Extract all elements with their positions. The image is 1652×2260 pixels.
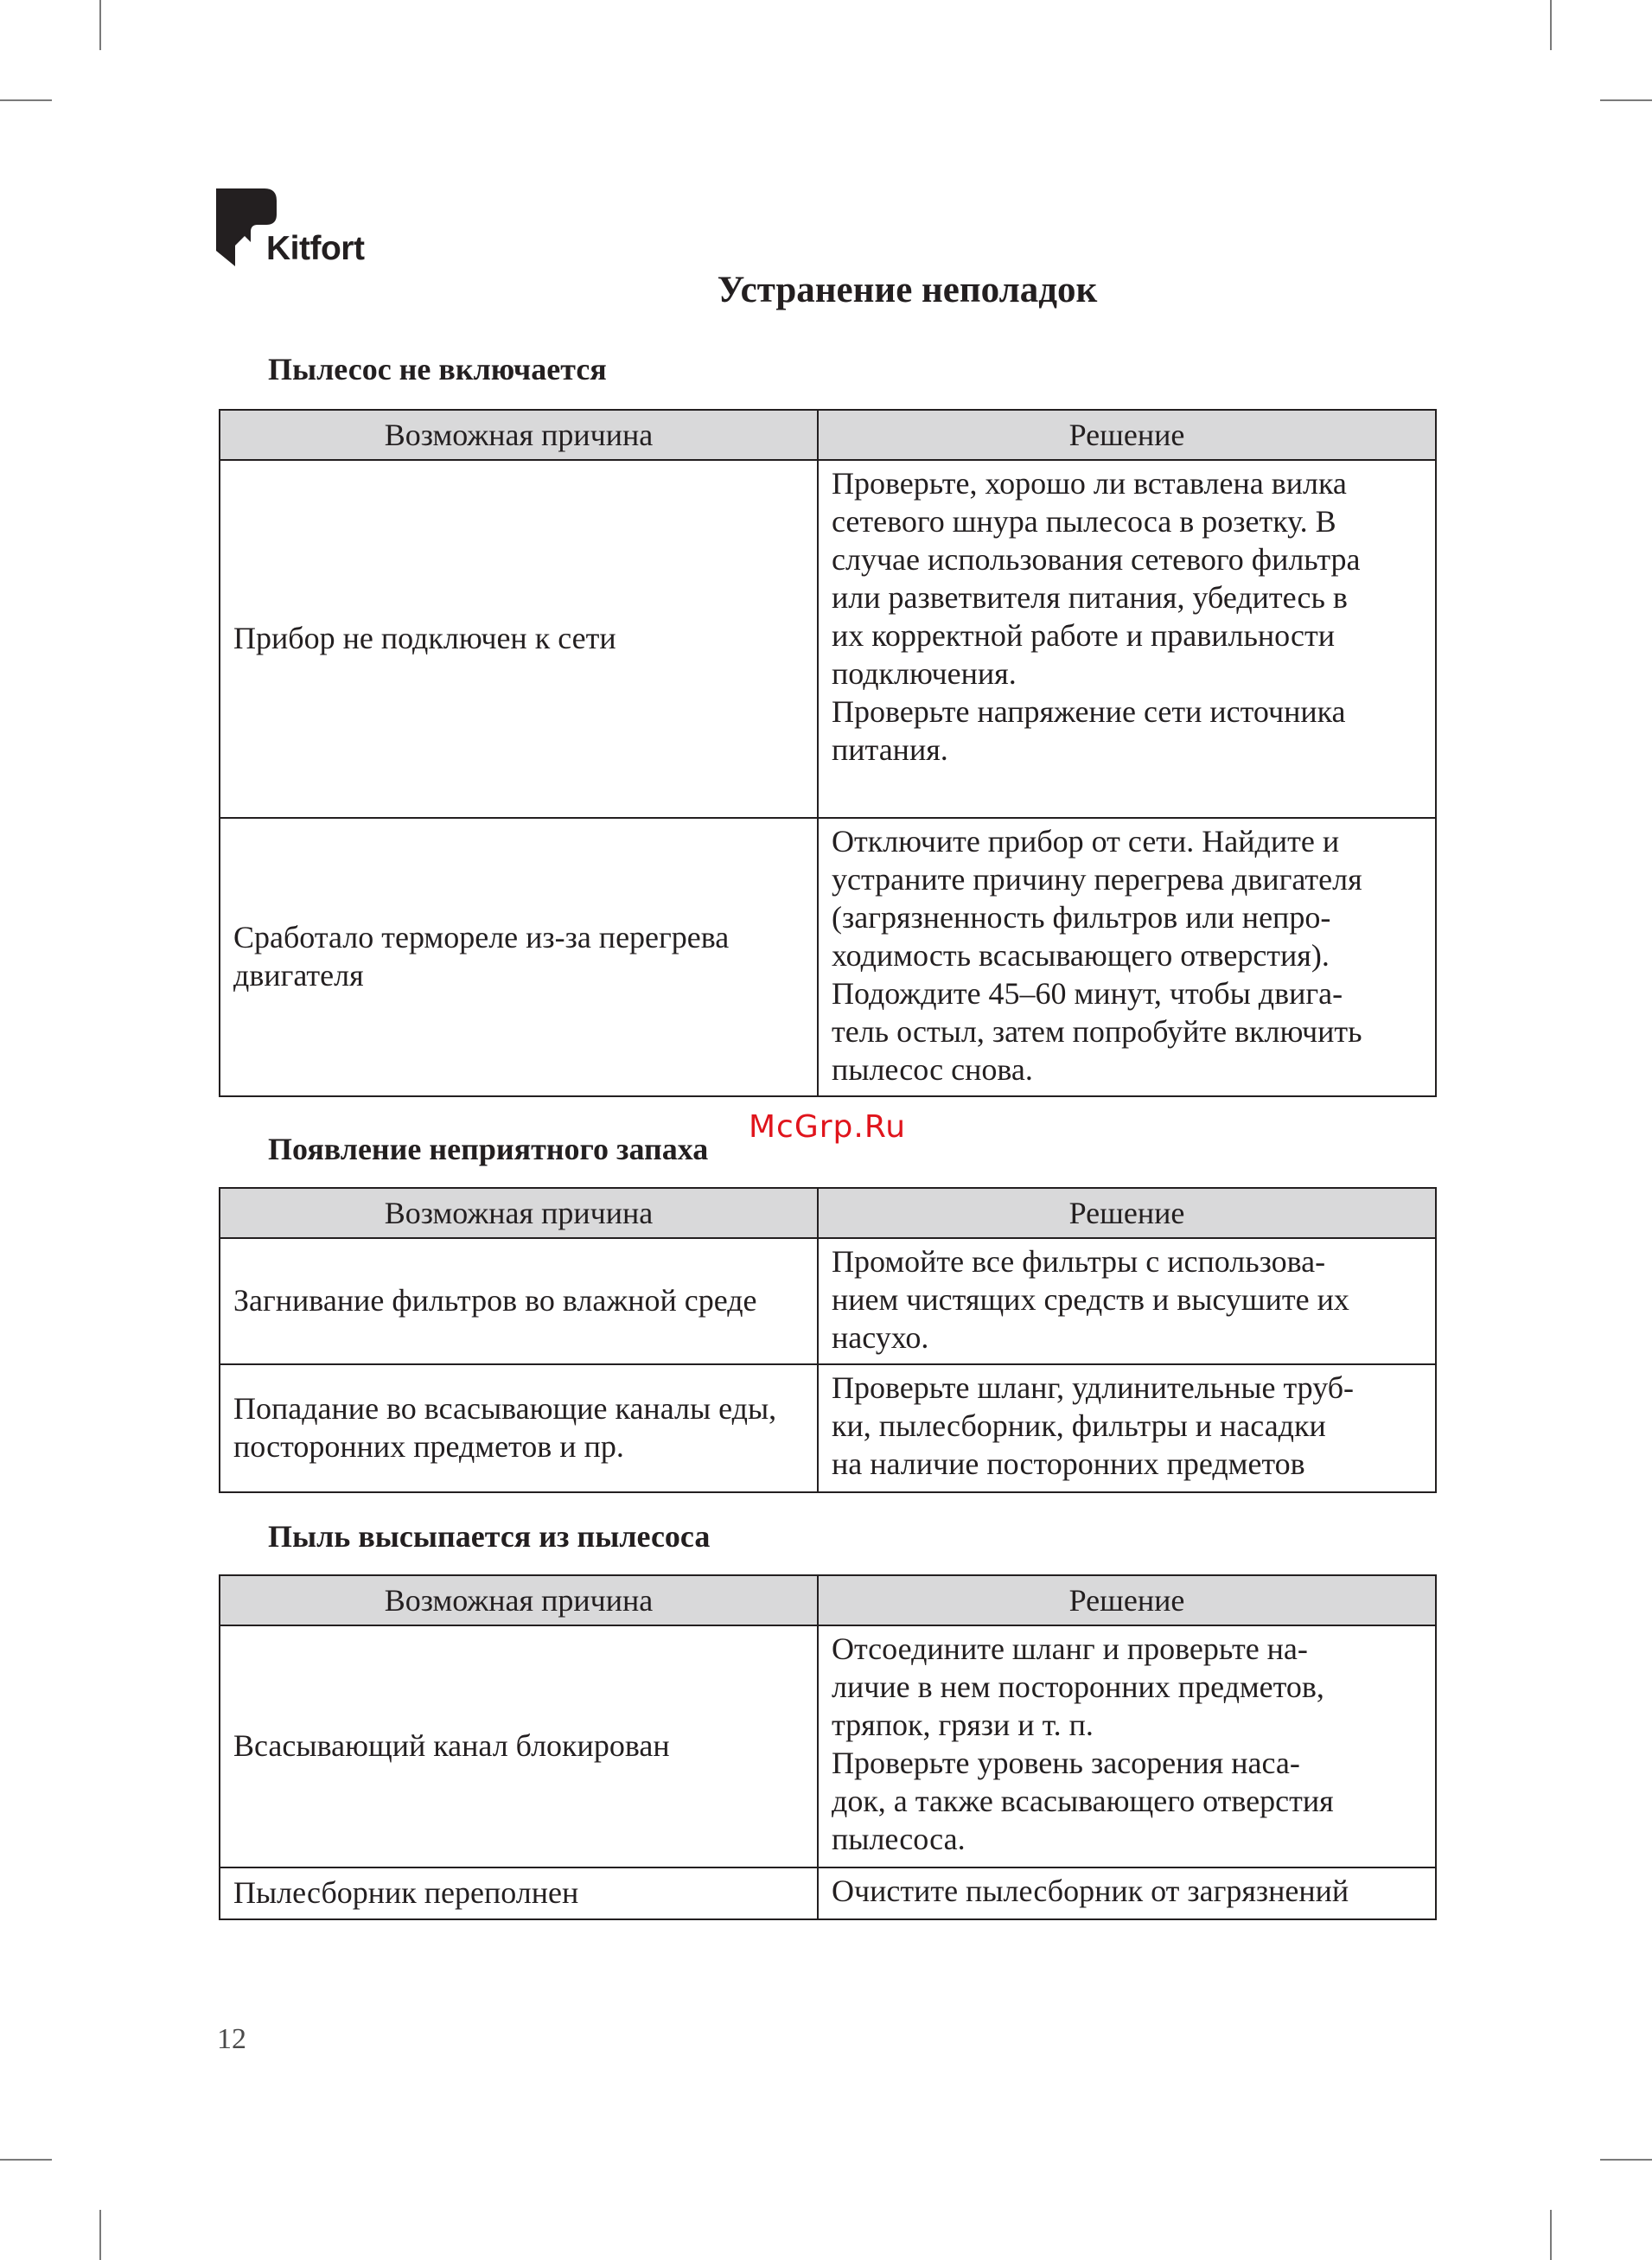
crop-mark xyxy=(0,99,52,101)
header-cause: Возможная причина xyxy=(220,410,818,460)
troubleshooting-table xyxy=(219,409,1437,1097)
table-row xyxy=(220,818,1436,1096)
header-solution: Решение xyxy=(818,410,1436,460)
header-solution: Решение xyxy=(818,1188,1436,1238)
crop-mark xyxy=(1550,2210,1552,2260)
solution-cell: Промойте все фильтры с использова- нием чистящих средств и высушите их насухо. xyxy=(818,1238,1436,1364)
watermark: McGrp.Ru xyxy=(749,1109,907,1145)
header-solution: Решение xyxy=(818,1575,1436,1625)
cause-cell: Всасывающий канал блокирован xyxy=(220,1625,818,1867)
table-header-row xyxy=(220,1188,1436,1238)
section-title: Пылесос не включается xyxy=(268,352,607,386)
table-header-row xyxy=(220,410,1436,460)
crop-mark xyxy=(1600,99,1652,101)
crop-mark xyxy=(99,2210,101,2260)
section-title: Пыль высыпается из пылесоса xyxy=(268,1519,711,1554)
header-cause: Возможная причина xyxy=(220,1188,818,1238)
troubleshooting-table xyxy=(219,1574,1437,1920)
cause-cell: Прибор не подключен к сети xyxy=(220,460,818,818)
table-row xyxy=(220,1364,1436,1492)
table-header-row xyxy=(220,1575,1436,1625)
page-title: Устранение неполадок xyxy=(717,270,1098,310)
crop-mark xyxy=(99,0,101,50)
cause-cell: Сработало термореле из-за перегрева двигателя xyxy=(220,818,818,1096)
crop-mark xyxy=(0,2159,52,2161)
brand-name: Kitfort xyxy=(266,230,365,267)
cause-cell: Пылесборник переполнен xyxy=(220,1867,818,1919)
header-cause: Возможная причина xyxy=(220,1575,818,1625)
table-row xyxy=(220,1867,1436,1919)
table-row xyxy=(220,1625,1436,1867)
table-row xyxy=(220,460,1436,818)
cause-cell: Попадание во всасывающие каналы еды, посторонних предметов и пр. xyxy=(220,1364,818,1492)
solution-cell: Очистите пылесборник от загрязнений xyxy=(818,1867,1436,1919)
solution-cell: Отсоедините шланг и проверьте на- личие в нем посторонних предметов, тряпок, грязи и т. п. Проверьте уровень засорения наса- док, а также всасывающего отверстия пылесоса. xyxy=(818,1625,1436,1867)
solution-cell: Проверьте шланг, удлинительные труб- ки, пылесборник, фильтры и насадки на наличие посторонних предметов xyxy=(818,1364,1436,1492)
crop-mark xyxy=(1550,0,1552,50)
cause-cell: Загнивание фильтров во влажной среде xyxy=(220,1238,818,1364)
crop-mark xyxy=(1600,2159,1652,2161)
brand-logo xyxy=(216,188,389,275)
solution-cell: Проверьте, хорошо ли вставлена вилка сетевого шнура пылесоса в розетку. В случае использования сетевого фильтра или разветвителя питания, убедитесь в их корректной работе и правильности подключения. Проверьте напряжение сети источника питания. xyxy=(818,460,1436,818)
table-row xyxy=(220,1238,1436,1364)
section-title: Появление неприятного запаха xyxy=(268,1132,709,1166)
troubleshooting-table xyxy=(219,1187,1437,1493)
solution-cell: Отключите прибор от сети. Найдите и устраните причину перегрева двигателя (загрязненность фильтров или непро- ходимость всасывающего отверстия). Подождите 45–60 минут, чтобы двига- тель остыл, затем попробуйте включить пылесос снова. xyxy=(818,818,1436,1096)
page-number: 12 xyxy=(217,2023,246,2055)
